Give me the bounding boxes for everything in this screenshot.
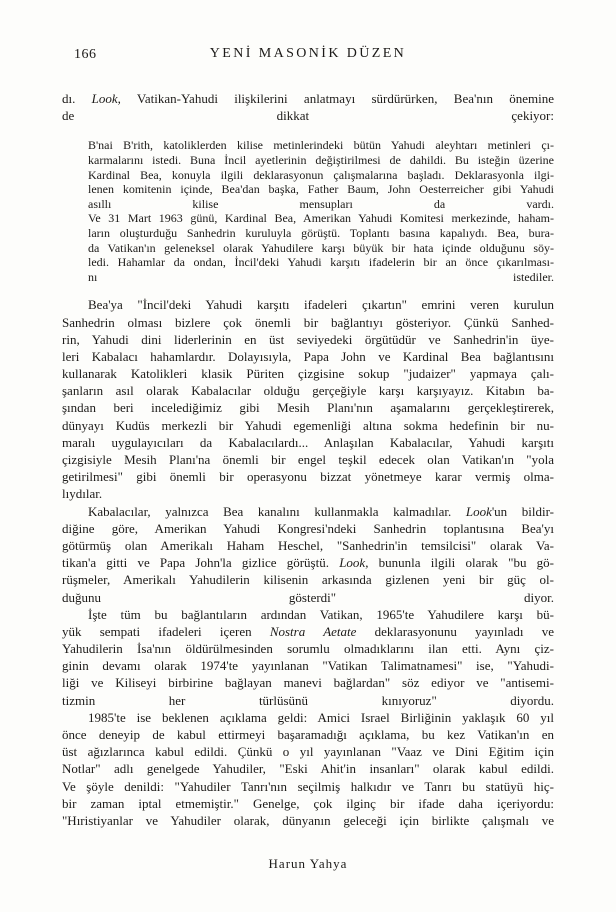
text-line: lenen komitenin içinde, Bea'dan başka, Father Baum, John Oesterreicher gibi Yahudi	[88, 182, 554, 197]
text-line: götürmüş olan Amerikalı Haham Heschel, "Sanhedrin'in temsilcisi" olarak Va-	[62, 537, 554, 553]
text-line: lıydılar.	[62, 486, 103, 502]
text-line: dünyayı Kudüs merkezli bir Yahudi egemenliği altına sokma hedefinin bir nu-	[62, 417, 554, 433]
text-line: leri Kabalacı hahamlardır. Dolayısıyla, Papa John ve Kardinal Bea bağlantısını	[62, 348, 554, 364]
text-line: yük sempati ifadeleri içeren Nostra Aetate deklarasyonunu yayınladı ve	[62, 623, 554, 639]
text-line: tizmin her türlüsünü kınıyoruz" diyordu.	[62, 692, 554, 708]
block-quote	[88, 138, 554, 284]
text-line: bir zaman iptal etmemiştir." Genelge, çok ilginç bir ifade daha içeriyordu:	[62, 795, 554, 811]
text-line: Sanhedrin olması bizlere çok önemli bir bağlantıyı gösteriyor. Çünkü Sanhed-	[62, 314, 554, 330]
text-line: rüşmeler, Amerikalı Yahudilerin kilisenin arkasında gizlenen yeni bir güç ol-	[62, 572, 554, 588]
text-line: Yahudilerin İsa'nın öldürülmesinden sorumlu olmadıklarını ilan etti. Aynı çiz-	[62, 641, 554, 657]
text-line: B'nai B'rith, katoliklerden kilise metinlerindeki bütün Yahudi aleyhtarı metinleri çı-	[88, 138, 554, 153]
text-line: de dikkat çekiyor:	[62, 108, 554, 124]
text-line: karmalarını istedi. Buna İncil ayetlerinin değiştirilmesi de dahildi. Bu isteğin üzerine	[88, 152, 554, 167]
running-title: YENİ MASONİK DÜZEN	[209, 46, 407, 61]
paragraph	[62, 709, 554, 829]
text-line: liği ve Kiliseyi birbirine bağlayan manevi bağlardan" söz ediyor ve "antisemi-	[62, 675, 554, 691]
running-head	[62, 46, 554, 64]
text-line: 1985'te ise beklenen açıklama geldi: Amici Israel Birliğinin yaklaşık 60 yıl	[88, 709, 554, 725]
text-line: diğine göre, Amerikan Yahudi Kongresi'ndeki Sanhedrin toplantısına Bea'yı	[62, 520, 554, 536]
text-line: Ve 31 Mart 1963 günü, Kardinal Bea, Amerikan Yahudi Komitesi merkezinde, haham-	[88, 211, 554, 226]
text-line: da Vatikan'ın geleneksel olarak Yahudilere karşı büyük bir hata içinde olduğunu söy-	[88, 240, 554, 255]
text-line: Kardinal Bea, konuyla ilgili deklarasyonun çalışmalarına başladı. Deklarasyonla ilgi-	[88, 167, 554, 182]
footer-author: Harun Yahya	[268, 856, 348, 871]
paragraph	[62, 503, 554, 606]
text-line: Ve şöyle denildi: "Yahudiler Tanrı'nın seçilmiş halkıdır ve Tanrı bu statüyü hiç-	[62, 778, 554, 794]
page-number: 166	[74, 47, 97, 62]
text-line: getirilmesi" gibi önemli bir operasyonu bizzat yönetmeye karar vermiş olma-	[62, 469, 554, 485]
text-line: Notlar" adlı genelgede Yahudiler, "Eski Ahit'in insanları" olarak kabul edildi.	[62, 761, 554, 777]
text-line: şından beri incelediğimiz gibi Mesih Planı'nın aşamalarını gerçekleştirerek,	[62, 400, 554, 416]
text-line: Kabalacılar, yalnızca Bea kanalını kullanmakla kalmadılar. Look'un bildir-	[88, 503, 554, 519]
text-line: ların oluşturduğu Sanhedrin kuruluyla görüştü. Toplantı basına kapalıydı. Bea, bura-	[88, 225, 554, 240]
paragraph	[62, 296, 554, 502]
text-line: şanların asıl olarak Kabalacılar olduğu gerçeğiyle karşı karşıyayız. Kitabın ba-	[62, 383, 554, 399]
text-line: dı. Look, Vatikan-Yahudi ilişkilerini anlatmayı sürdürürken, Bea'nın önemine	[62, 91, 554, 106]
text-line: İşte tüm bu bağlantıların ardından Vatikan, 1965'te Yahudilere karşı bü-	[88, 606, 554, 622]
text-line: ledi. Hahamlar da ondan, İncil'deki Yahudi karşıtı ifadelerin bir an önce çıkarılması-	[88, 255, 554, 270]
text-line: üst ağızlarınca kabul edildi. Çünkü o yıl yayınlanan "Vaaz ve Dini Eğitim için	[62, 744, 554, 760]
text-line: önce deneyip de kabul ettirmeyi başaramadığı açıklama, bu kez Vatikan'ın en	[62, 727, 554, 742]
page-body-text	[62, 90, 554, 829]
text-line: ginin devamı olarak 1974'te yayınlanan "Vatikan Talimatnamesi" ise, "Yahudi-	[62, 658, 554, 674]
text-line: "Hıristiyanlar ve Yahudiler olarak, dünyanın geleceği için birlikte çalışmalı ve	[62, 812, 554, 828]
text-line: rin, Yahudi dini liderlerinin en üst seviyedeki örgütüdür ve Sanhedrin'in üye-	[62, 331, 554, 347]
text-line: tikan'a gitti ve Papa John'la gizlice görüştü. Look, bununla ilgili olarak "bu gö-	[62, 555, 554, 571]
text-line: Bea'ya "İncil'deki Yahudi karşıtı ifadeleri çıkartın" emrini veren kurulun	[88, 297, 554, 313]
paragraph	[62, 606, 554, 709]
text-line: çizgisiyle Mesih Planı'na önemli bir engel teşkil edecek olan Vatikan'ın "yola	[62, 452, 554, 467]
text-line: asıllı kilise mensupları da vardı.	[88, 196, 554, 211]
text-line: kullanarak Katolikleri klasik Püriten çizgisine sokup "judaizer" yapmaya çalı-	[62, 366, 554, 382]
text-line: nı istediler.	[88, 269, 554, 284]
text-line: maralı uygulayıcıları da Kabalacılardı... Anlaşılan Kabalacılar, Yahudi karşıtı	[62, 434, 554, 450]
paragraph	[62, 90, 554, 124]
text-line: duğunu gösterdi" diyor.	[62, 589, 554, 605]
